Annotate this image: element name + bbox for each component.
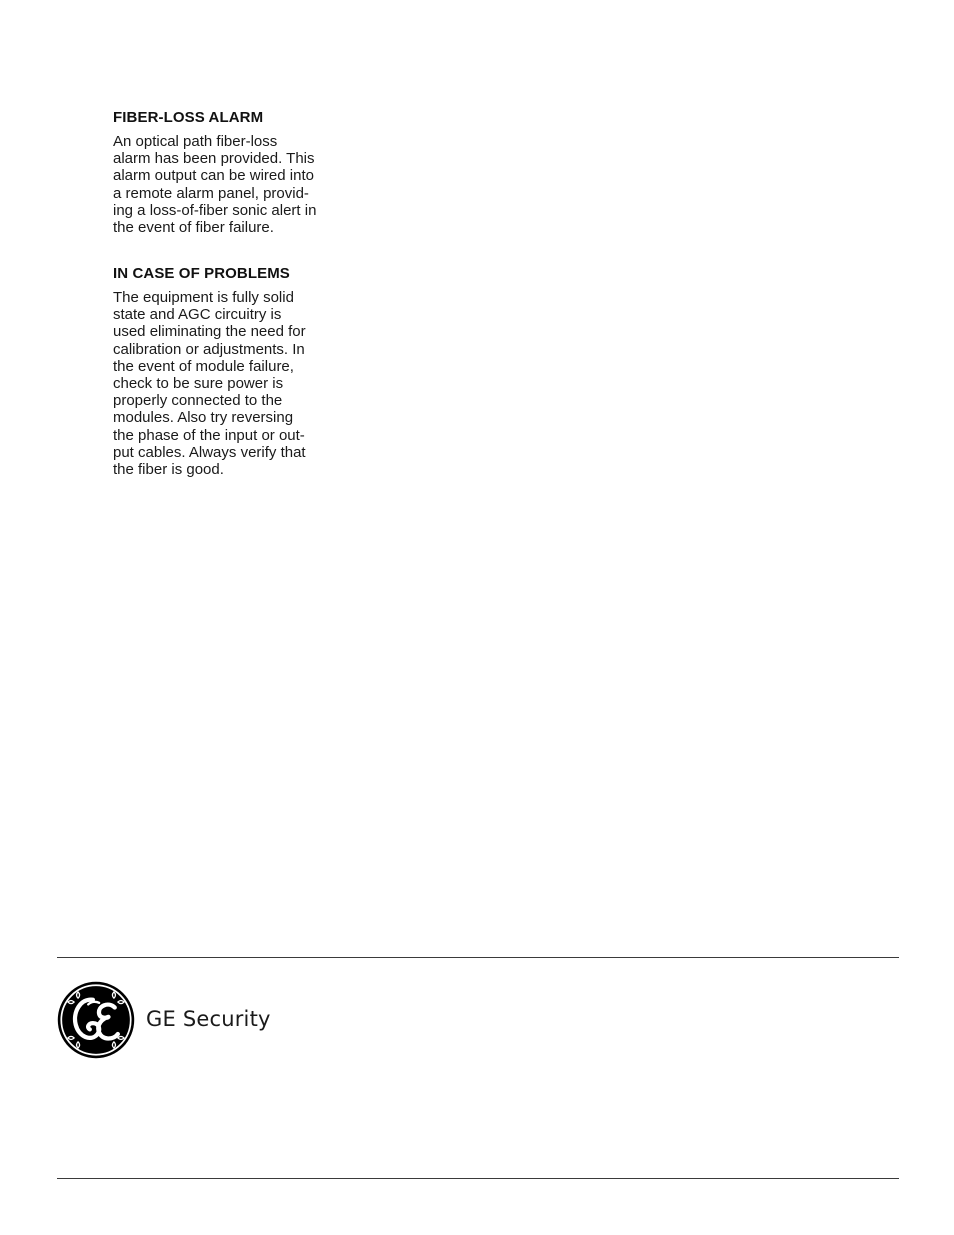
paragraph-line: state and AGC circuitry is xyxy=(113,306,282,324)
paragraph-line: alarm output can be wired into xyxy=(113,167,314,185)
paragraph-line: check to be sure power is xyxy=(113,375,284,393)
paragraph-line: properly connected to the xyxy=(113,392,283,410)
fiber-loss-alarm-heading: FIBER-LOSS ALARM xyxy=(113,109,264,126)
paragraph-line: modules. Also try reversing xyxy=(113,409,294,427)
paragraph-line: An optical path fiber-loss xyxy=(113,133,278,150)
in-case-of-problems-section xyxy=(113,265,345,478)
paragraph-line: put cables. Always verify that xyxy=(113,443,306,461)
brand-name: GE Security xyxy=(146,1007,271,1031)
paragraph-line: a remote alarm panel, provid- xyxy=(113,184,309,202)
fiber-loss-alarm-paragraph xyxy=(113,133,345,236)
paragraph-line: ing a loss-of-fiber sonic alert in xyxy=(113,201,317,219)
paragraph-line: alarm has been provided. This xyxy=(113,150,315,168)
paragraph-line: The equipment is fully solid xyxy=(113,289,294,306)
paragraph-line: the fiber is good. xyxy=(113,461,224,479)
paragraph-line: the event of module failure, xyxy=(113,357,294,375)
footer-bottom-divider xyxy=(57,1178,899,1179)
fiber-loss-alarm-section xyxy=(113,109,345,236)
in-case-of-problems-heading: IN CASE OF PROBLEMS xyxy=(113,265,290,282)
paragraph-line: the phase of the input or out- xyxy=(113,426,305,444)
paragraph-line: calibration or adjustments. In xyxy=(113,340,305,358)
ge-monogram-icon xyxy=(57,981,135,1059)
footer-top-divider xyxy=(57,957,899,958)
in-case-of-problems-paragraph xyxy=(113,289,345,478)
paragraph-line: the event of fiber failure. xyxy=(113,219,274,237)
paragraph-line: used eliminating the need for xyxy=(113,323,306,341)
